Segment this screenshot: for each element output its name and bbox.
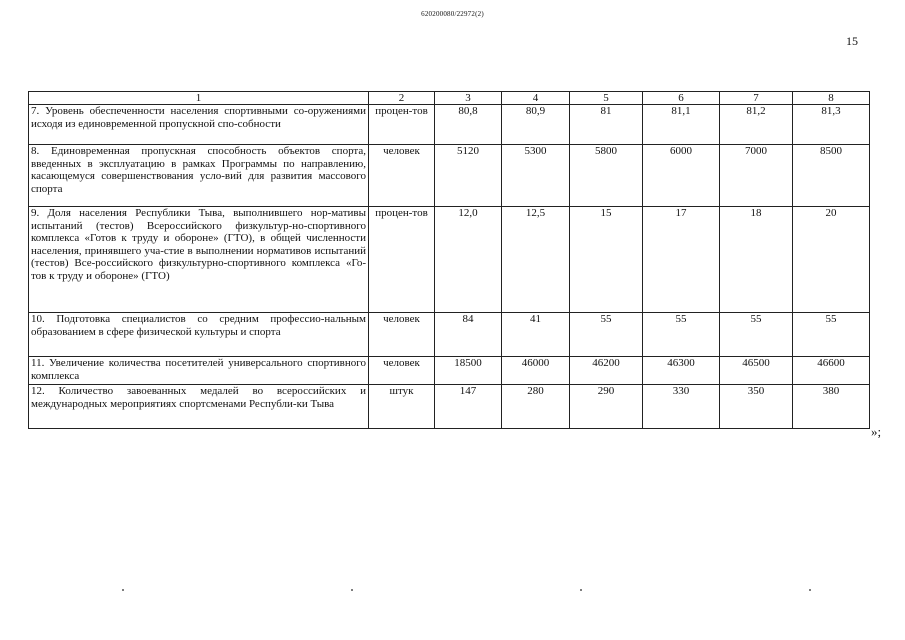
value-cell: 350 [720,385,793,429]
value-cell: 12,0 [435,207,502,313]
value-cell: 147 [435,385,502,429]
value-cell: 15 [570,207,643,313]
indicator-name-cell: 7. Уровень обеспеченности населения спортивными со-оружениями исходя из единовременной пропускной спо-собности [29,105,369,145]
value-cell: 5300 [502,145,570,207]
value-cell: 81 [570,105,643,145]
table-row [29,105,870,145]
unit-cell: человек [369,313,435,357]
value-cell: 80,9 [502,105,570,145]
value-cell: 7000 [720,145,793,207]
closing-quote: »; [871,424,882,439]
value-cell: 46600 [793,357,870,385]
value-cell: 18500 [435,357,502,385]
header-cell: 2 [369,92,435,105]
header-cell: 8 [793,92,870,105]
value-cell: 20 [793,207,870,313]
table-row [29,357,870,385]
value-cell: 5800 [570,145,643,207]
unit-cell: человек [369,145,435,207]
value-cell: 41 [502,313,570,357]
header-cell: 6 [643,92,720,105]
table-header-row [29,92,870,105]
value-cell: 8500 [793,145,870,207]
scan-dot [580,589,582,591]
value-cell: 55 [720,313,793,357]
value-cell: 81,3 [793,105,870,145]
indicators-table [28,91,870,429]
indicator-name-cell: 11. Увеличение количества посетителей универсального спортивного комплекса [29,357,369,385]
value-cell: 81,2 [720,105,793,145]
value-cell: 280 [502,385,570,429]
scan-dot [351,589,353,591]
table-row [29,385,870,429]
value-cell: 55 [570,313,643,357]
page-number: 15 [846,34,858,48]
value-cell: 330 [643,385,720,429]
table-row [29,207,870,313]
value-cell: 12,5 [502,207,570,313]
header-cell: 5 [570,92,643,105]
value-cell: 380 [793,385,870,429]
value-cell: 18 [720,207,793,313]
scan-dot [809,589,811,591]
value-cell: 46500 [720,357,793,385]
indicator-name-cell: 9. Доля населения Республики Тыва, выполнившего нор-мативы испытаний (тестов) Всероссийского физкультур-но-спортивного комплекса «Готов к труду и обороне» (ГТО), в общей численности населения, принявшего уча-стие в выполнении нормативов испытаний (тестов) Все-российского физкультурно-спортивного комплекса «Го-тов к труду и обороне» (ГТО) [29,207,369,313]
indicator-name-cell: 8. Единовременная пропускная способность объектов спорта, введенных в эксплуатацию в рамках Программы по направлению, касающемуся совершенствования усло-вий для развития массового спорта [29,145,369,207]
value-cell: 81,1 [643,105,720,145]
document-code: 620200080/22972(2) [421,10,484,18]
unit-cell: человек [369,357,435,385]
table-row [29,313,870,357]
value-cell: 290 [570,385,643,429]
value-cell: 5120 [435,145,502,207]
unit-cell: штук [369,385,435,429]
value-cell: 46000 [502,357,570,385]
header-cell: 7 [720,92,793,105]
scan-dot [122,589,124,591]
indicator-name-cell: 10. Подготовка специалистов со средним профессио-нальным образованием в сфере физической культуры и спорта [29,313,369,357]
value-cell: 6000 [643,145,720,207]
header-cell: 3 [435,92,502,105]
unit-cell: процен-тов [369,207,435,313]
indicator-name-cell: 12. Количество завоеванных медалей во всероссийских и международных мероприятиях спортсменами Республи-ки Тыва [29,385,369,429]
value-cell: 46300 [643,357,720,385]
header-cell: 1 [29,92,369,105]
value-cell: 55 [793,313,870,357]
header-cell: 4 [502,92,570,105]
value-cell: 17 [643,207,720,313]
value-cell: 84 [435,313,502,357]
unit-cell: процен-тов [369,105,435,145]
value-cell: 46200 [570,357,643,385]
value-cell: 55 [643,313,720,357]
value-cell: 80,8 [435,105,502,145]
table-row [29,145,870,207]
